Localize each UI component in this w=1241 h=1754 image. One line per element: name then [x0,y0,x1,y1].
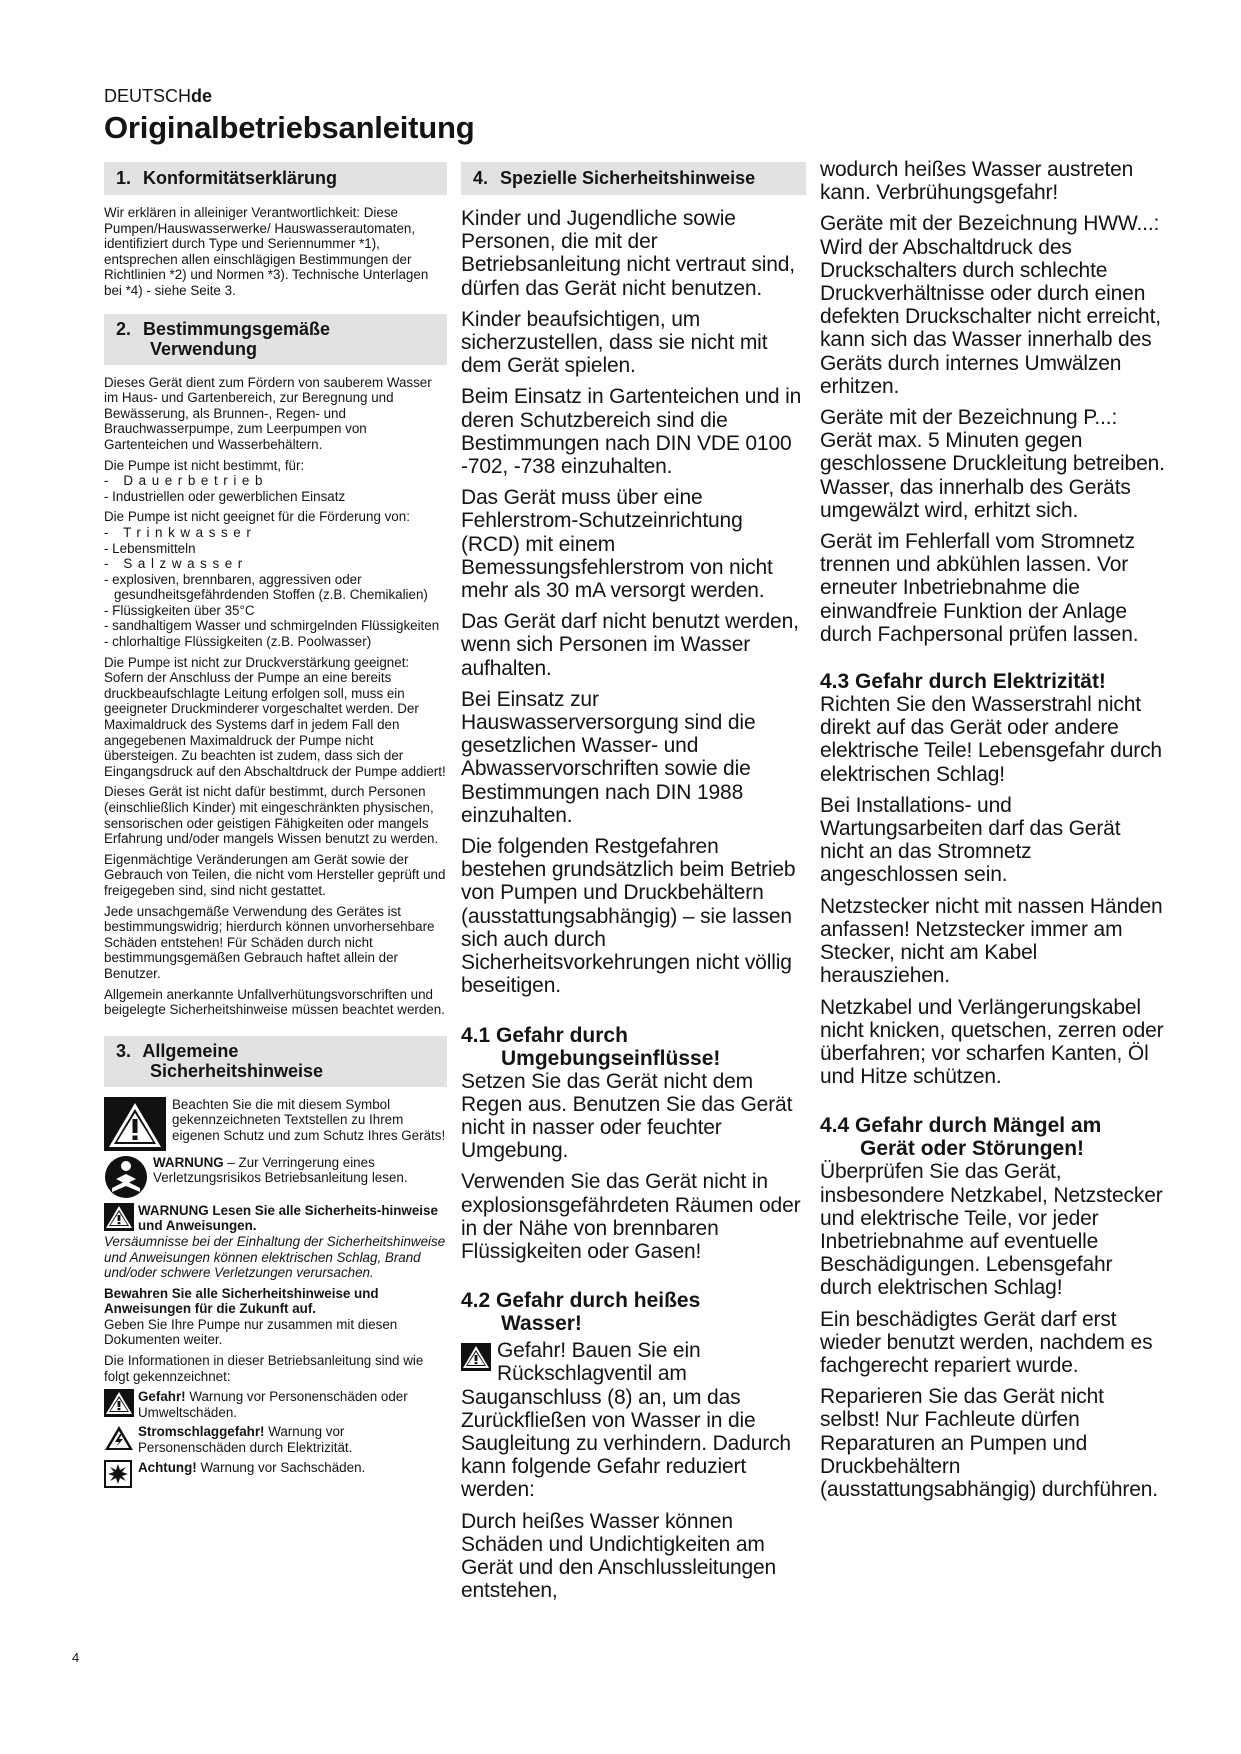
section-1-heading: 1. Konformitätserklärung [104,162,447,195]
page-header [104,86,1004,146]
paragraph: Richten Sie den Wasserstrahl nicht direkt auf das Gerät oder andere elektrische Teile! Lebensgefahr durch elektrischen Schlag! [820,693,1162,786]
read-manual-row: WARNUNG – Zur Verringerung eines Verletzungsrisikos Betriebsanleitung lesen. [104,1155,447,1199]
list-item: - Lebensmitteln [104,540,196,556]
paragraph: Reparieren Sie das Gerät nicht selbst! Nur Fachleute dürfen Reparaturen an Pumpen und Druckbehältern (ausstattungsabhängig) durchführen. [820,1385,1158,1501]
column-middle [461,162,806,1610]
paragraph: Die Pumpe ist nicht geeignet für die Förderung von: [104,509,410,525]
warning-triangle-icon [104,1203,134,1231]
paragraph: Kinder beaufsichtigen, um sicherzustellen, dass sie nicht mit dem Gerät spielen. [461,307,768,378]
column-right [820,158,1165,1509]
paragraph: Gerät im Fehlerfall vom Stromnetz trennen und abkühlen lassen. Vor erneuter Inbetriebnahme die einwandfreie Funktion der Anlage durch Fachpersonal prüfen lassen. [820,530,1139,646]
list-item: - Salzwasser [104,556,248,572]
paragraph: Verwenden Sie das Gerät nicht in explosionsgefährdeten Räumen oder in der Nähe von brennbaren Flüssigkeiten oder Gasen! [461,1170,801,1263]
paragraph: Allgemein anerkannte Unfallverhütungsvorschriften und beigelegte Sicherheitshinweise müssen beachtet werden. [104,986,445,1018]
paragraph: Das Gerät muss über eine Fehlerstrom-Schutzeinrichtung (RCD) mit einem Bemessungsfehlerstrom von nicht mehr als 30 mA versorgt werden. [461,486,773,603]
section-4-2-heading: 4.2 Gefahr durch heißes Wasser! [461,1289,701,1336]
read-all-row: WARNUNG Lesen Sie alle Sicherheits-hinweise und Anweisungen. [104,1203,447,1234]
list-item: - Flüssigkeiten über 35°C [104,602,255,618]
section-4-3-heading: 4.3 Gefahr durch Elektrizität! [820,670,1106,694]
list-item: - Industriellen oder gewerblichen Einsatz [104,488,346,504]
paragraph: Eigenmächtige Veränderungen am Gerät sowie der Gebrauch von Teilen, die nicht vom Hersteller geprüft und freigegeben sind, sind nicht gestattet. [104,851,446,898]
paragraph: Die Pumpe ist nicht bestimmt, für: [104,457,305,473]
list-item: - chlorhaltige Flüssigkeiten (z.B. Poolwasser) [104,634,372,650]
paragraph: Geräte mit der Bezeichnung HWW...: Wird der Abschaltdruck des Druckschalters durch schlechte Druckverhältnisse oder durch einen defekten Druckschalter nicht erreicht, kann sich das Wasser innerhalb des Geräts durch internes Umwälzen erhitzen. [820,212,1161,398]
paragraph: Dieses Gerät ist nicht dafür bestimmt, durch Personen (einschließlich Kinder) mit eingeschränkten physischen, sensorischen oder geistigen Fähigkeiten oder mangels Erfahrung und/oder mangels Wissen benutzt zu werden. [104,784,439,847]
paragraph: Bei Installations- und Wartungsarbeiten darf das Gerät nicht an das Stromnetz angeschlossen sein. [820,793,1121,887]
caution-burst-icon [104,1460,132,1488]
danger-icon [461,1343,491,1371]
not-intended-list [104,473,447,504]
paragraph: Die Pumpe ist nicht zur Druckverstärkung geeignet: Sofern der Anschluss der Pumpe an eine bereits druckbeaufschlagte Leitung erfolgen soll, muss ein geeigneter Druckminderer vorgeschaltet werden. Der Maximaldruck des Systems darf in jedem Fall den angegebenen Maximaldruck der Pumpe nicht übersteigen. Zu beachten ist zudem, dass sich der Eingangsdruck auf den Abschaltdruck der Pumpe addiert! [104,654,446,779]
not-suitable-list [104,525,447,650]
paragraph: Durch heißes Wasser können Schäden und Undichtigkeiten am Gerät und den Anschlussleitungen entstehen, [461,1509,777,1603]
danger-row: Gefahr! Warnung vor Personenschäden oder Umweltschäden. [104,1389,447,1420]
paragraph: Ein beschädigtes Gerät darf erst wieder benutzt werden, nachdem es fachgerecht repariert wurde. [820,1307,1153,1377]
paragraph: wodurch heißes Wasser austreten kann. Verbrühungsgefahr! [820,158,1134,205]
electric-shock-row: Stromschlaggefahr! Warnung vor Personenschäden durch Elektrizität. [104,1424,447,1455]
paragraph: Die folgenden Restgefahren bestehen grundsätzlich beim Betrieb von Pumpen und Druckbehältern (ausstattungsabhängig) – sie lassen sich auch durch Sicherheitsvorkehrungen nicht völlig beseitigen. [461,835,796,998]
section-1-text: Wir erklären in alleiniger Verantwortlichkeit: Diese Pumpen/Hauswasserwerke/ Hauswasserautomaten, identifiziert durch Type und Seriennummer *1), entsprechen allen einschlägigen Bestimmungen der Richtlinien *2) und Normen *3). Technische Unterlagen bei *4) - siehe Seite 3. [104,205,429,298]
column-left: 1. Konformitätserklärung Wir erklären in alleiniger Verantwortlichkeit: Diese Pumpen/Hauswasserwerke/ Hauswasserautomaten, identifiziert durch Type und Seriennummer *1), entsprechen allen einschlägigen Bestimmungen der Richtlinien *2) und Normen *3). Technische Unterlagen bei *4) - siehe Seite 3. 2. Bestimmungsgemäße Verwendung Dieses Gerät dient zum Fördern von sauberem Wasser im Haus- und Gartenbereich, zur Beregnung und Bewässerung, als Brunnen-, Regen- und Brauchwasserpumpe, zum Leerpumpen von Gartenteichen und Wasserbehältern. Die Pumpe ist nicht bestimmt, für: - Dauerbetrieb - Industriellen oder gewerblichen Einsatz Die Pumpe ist nicht geeignet für die Förderung von: - Trinkwasser - Lebensmitteln - Salzwasser - explosiven, brennbaren, aggressiven oder gesundheitsgefährdenden Stoffen (z.B. Chemikalien) - Flüssigkeiten über 35°C - sandhaltigem Wasser und schmirgelnden Flüssigkeiten - chlorhaltige Flüssigkeiten (z.B. Poolwasser) Die Pumpe ist nicht zur Druckverstärkung geeignet: Sofern der Anschluss der Pumpe an eine bereits druckbeaufschlagte Leitung erfolgen soll, muss ein geeigneter Druckminderer vorgeschaltet werden. Der Maximaldruck des Systems darf in jedem Fall den angegebenen Maximaldruck der Pumpe nicht übersteigen. Zu beachten ist zudem, dass sich der Eingangsdruck auf den Abschaltdruck der Pumpe addiert! Dieses Gerät ist nicht dafür bestimmt, durch Personen (einschließlich Kinder) mit eingeschränkten physischen, sensorischen oder geistigen Fähigkeiten oder mangels Erfahrung und/oder mangels Wissen benutzt zu werden. Eigenmächtige Veränderungen am Gerät sowie der Gebrauch von Teilen, die nicht vom Hersteller geprüft und freigegeben sind, sind nicht gestattet. Jede unsachgemäße Verwendung des Gerätes ist bestimmungswidrig; hierdurch können unvorhersehbare Schäden entstehen! Für Schäden durch nicht bestimmungsgemäßen Gebrauch haftet allein der Benutzer. Allgemein anerkannte Unfallverhütungsvorschriften und beigelegte Sicherheitshinweise müssen beachtet werden. 3. Allgemeine Sicherheitshinweise Beachten Sie die mit diesem Symbol gekennzeichneten Textstellen zu Ihrem eigenen Schutz und zum Schutz Ihres Geräts! WARNUNG – Zur Verringerung eines Verletzungsrisikos Betriebsanleitung lesen. WARNUNG Lesen Sie alle Sicherheits-hinweise und Anweisungen. Versäumnisse bei der Einhaltung der Sicherheitshinweise und Anweisungen können elektrischen Schlag, Brand und/oder schwere Verletzungen verursachen. Bewahren Sie alle Sicherheitshinweise und Anweisungen für die Zukunft auf. Geben Sie Ihre Pumpe nur zusammen mit diesen Dokumenten weiter. Die Informationen in dieser Betriebsanleitung sind wie folgt gekennzeichnet: Gefahr! Warnung vor Personenschäden oder Umweltschäden. Stromschlaggefahr! Warnung vor Personenschäden durch Elektrizität. Achtung! Warnung vor Sachschäden. [104,162,447,1492]
symbol-intro-row: Beachten Sie die mit diesem Symbol gekennzeichneten Textstellen zu Ihrem eigenen Schutz und zum Schutz Ihres Geräts! [104,1097,447,1151]
caution-row: Achtung! Warnung vor Sachschäden. [104,1460,447,1488]
section-2-heading: 2. Bestimmungsgemäße Verwendung [104,314,447,365]
list-item: - sandhaltigem Wasser und schmirgelnden Flüssigkeiten [104,618,440,634]
section-4-1-heading: 4.1 Gefahr durch Umgebungseinflüsse! [461,1023,721,1070]
section-3-heading: 3. Allgemeine Sicherheitshinweise [104,1036,447,1087]
paragraph: Überprüfen Sie das Gerät, insbesondere Netzkabel, Netzstecker und elektrische Teile, vor jeder Inbetriebnahme auf eventuelle Beschädigungen. Lebensgefahr durch elektrischen Schlag! [820,1160,1163,1300]
paragraph: Dieses Gerät dient zum Fördern von sauberem Wasser im Haus- und Gartenbereich, zur Beregnung und Bewässerung, als Brunnen-, Regen- und Brauchwasserpumpe, zum Leerpumpen von Gartenteichen und Wasserbehältern. [104,374,432,452]
language-label: DEUTSCHde [104,86,213,106]
paragraph: Jede unsachgemäße Verwendung des Gerätes ist bestimmungswidrig; hierdurch können unvorhersehbare Schäden entstehen! Für Schäden durch nicht bestimmungsgemäßen Gebrauch haftet allein der Benutzer. [104,903,435,981]
page-title: Originalbetriebsanleitung [104,110,475,145]
page-number: 4 [72,1650,80,1665]
paragraph: Das Gerät darf nicht benutzt werden, wenn sich Personen im Wasser aufhalten. [461,610,799,680]
paragraph: Geräte mit der Bezeichnung P...: Gerät max. 5 Minuten gegen geschlossene Druckleitung betreiben. Wasser, das innerhalb des Geräts umgewälzt wird, erhitzt sich. [820,406,1165,522]
paragraph: Kinder und Jugendliche sowie Personen, die mit der Betriebsanleitung nicht vertraut sind, dürfen das Gerät nicht benutzen. [461,207,795,300]
list-item: - explosiven, brennbaren, aggressiven oder gesundheitsgefährdenden Stoffen (z.B. Chemikalien) [104,571,428,603]
paragraph: Gefahr! Bauen Sie ein Rückschlagventil am Sauganschluss (8) an, um das Zurückfließen von Wasser in die Saugleitung zu verhindern. Dadurch kann folgende Gefahr reduziert werden: [461,1339,791,1502]
paragraph: Netzstecker nicht mit nassen Händen anfassen! Netzstecker immer am Stecker, nicht am Kabel herausziehen. [820,894,1163,988]
paragraph: Setzen Sie das Gerät nicht dem Regen aus. Benutzen Sie das Gerät nicht in nasser oder feuchter Umgebung. [461,1069,793,1163]
list-item: - Trinkwasser [104,524,257,540]
section-4-4-heading: 4.4 Gefahr durch Mängel am Gerät oder Störungen! [820,1114,1102,1161]
section-4-heading: 4. Spezielle Sicherheitshinweise [461,162,806,195]
paragraph: Beim Einsatz in Gartenteichen und in deren Schutzbereich sind die Bestimmungen nach DIN VDE 0100 -702, -738 einzuhalten. [461,385,802,479]
lightning-warning-icon [104,1424,134,1452]
danger-icon [104,1389,134,1417]
read-manual-icon [104,1155,148,1199]
paragraph: Netzkabel und Verlängerungskabel nicht knicken, quetschen, zerren oder überfahren; vor scharfen Kanten, Öl und Hitze schützen. [820,995,1164,1089]
paragraph: Bei Einsatz zur Hauswasserversorgung sind die gesetzlichen Wasser- und Abwasservorschriften sowie die Bestimmungen nach DIN 1988 einzuhalten. [461,687,756,827]
warning-triangle-icon [104,1097,166,1151]
list-item: - Dauerbetrieb [104,473,268,489]
